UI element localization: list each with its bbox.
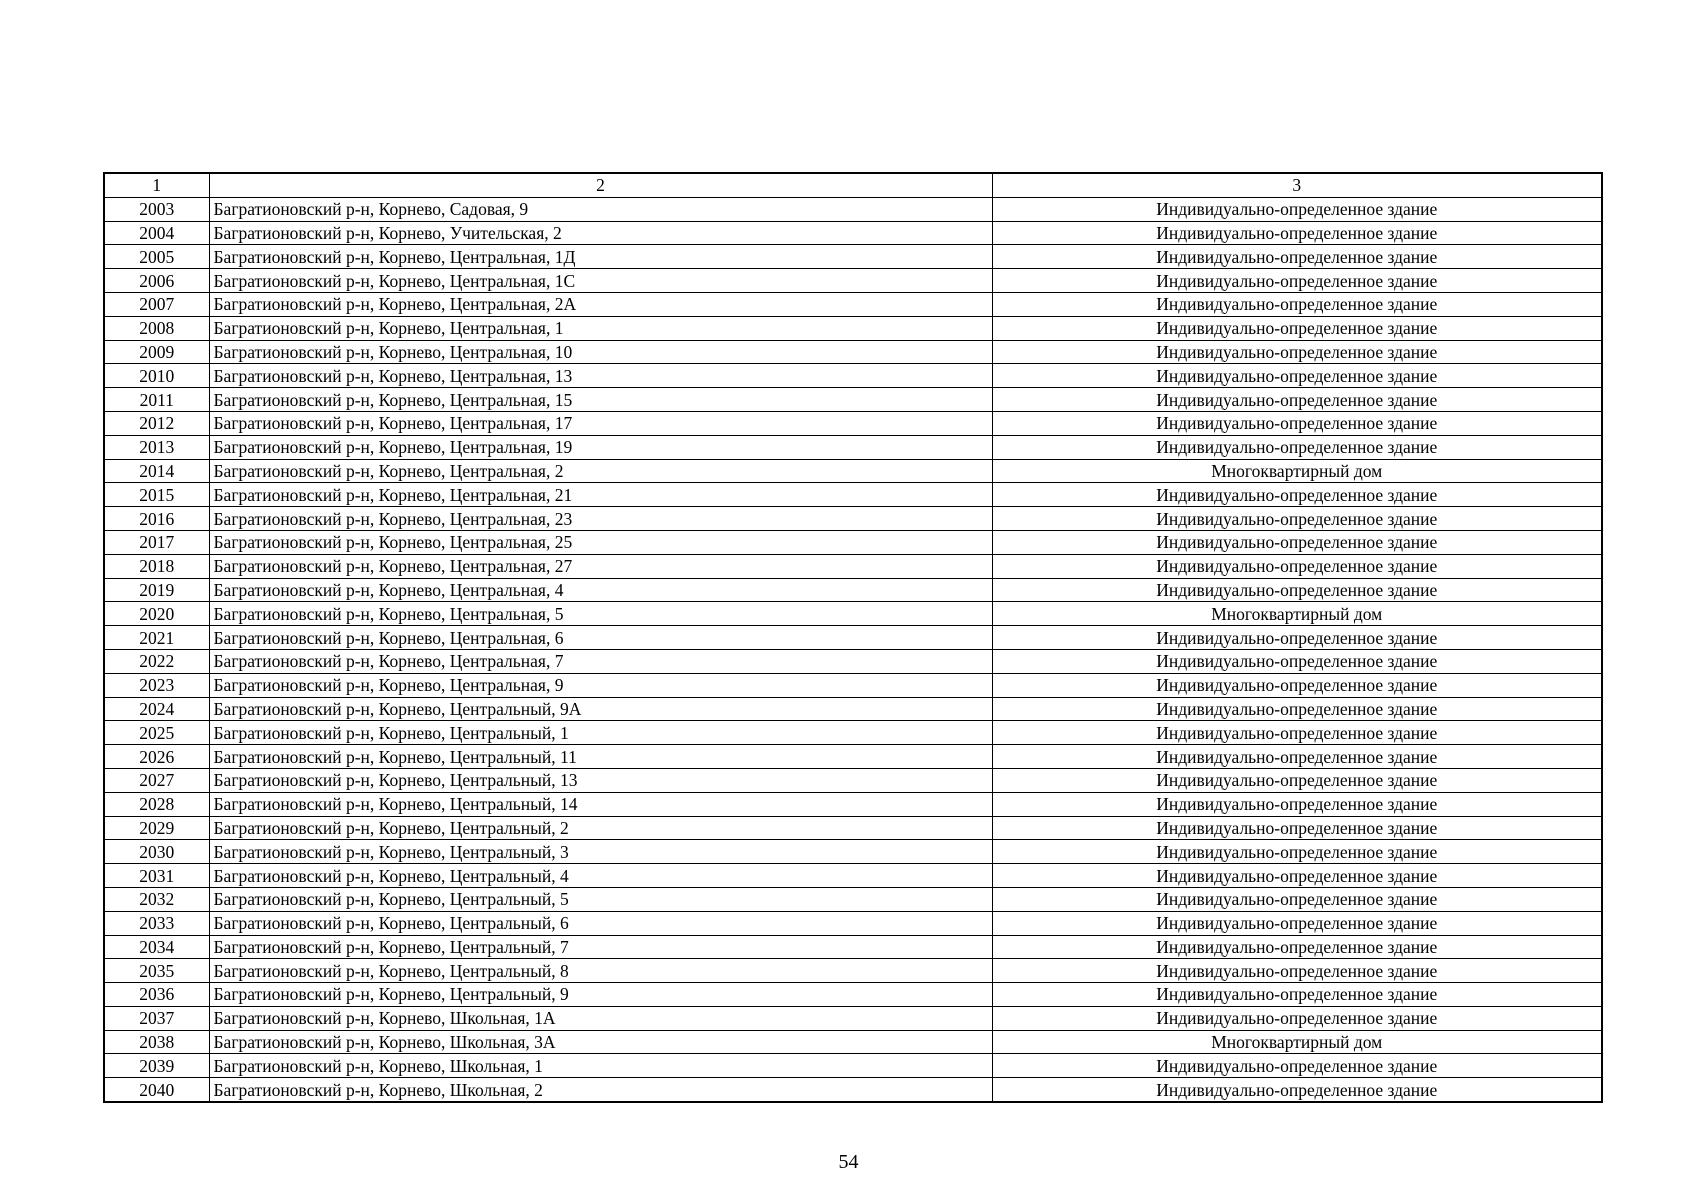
row-number: 2038 <box>104 1030 209 1054</box>
row-address: Багратионовский р-н, Корнево, Центральная, 19 <box>209 435 992 459</box>
row-number: 2036 <box>104 983 209 1007</box>
row-building-type: Индивидуально-определенное здание <box>992 745 1602 769</box>
row-number: 2031 <box>104 864 209 888</box>
row-building-type: Индивидуально-определенное здание <box>992 768 1602 792</box>
row-building-type: Многоквартирный дом <box>992 1030 1602 1054</box>
row-building-type: Индивидуально-определенное здание <box>992 269 1602 293</box>
table-row <box>104 459 1602 483</box>
table-row <box>104 340 1602 364</box>
row-number: 2007 <box>104 292 209 316</box>
row-building-type: Индивидуально-определенное здание <box>992 959 1602 983</box>
row-building-type: Индивидуально-определенное здание <box>992 197 1602 221</box>
row-building-type: Многоквартирный дом <box>992 459 1602 483</box>
row-building-type: Индивидуально-определенное здание <box>992 388 1602 412</box>
row-building-type: Индивидуально-определенное здание <box>992 626 1602 650</box>
row-address: Багратионовский р-н, Корнево, Центральная, 4 <box>209 578 992 602</box>
row-address: Багратионовский р-н, Корнево, Центральная, 25 <box>209 530 992 554</box>
row-number: 2018 <box>104 554 209 578</box>
row-number: 2010 <box>104 364 209 388</box>
row-address: Багратионовский р-н, Корнево, Центральный, 7 <box>209 935 992 959</box>
row-address: Багратионовский р-н, Корнево, Центральный, 9А <box>209 697 992 721</box>
row-number: 2037 <box>104 1006 209 1030</box>
row-number: 2032 <box>104 887 209 911</box>
row-number: 2013 <box>104 435 209 459</box>
row-building-type: Индивидуально-определенное здание <box>992 721 1602 745</box>
table-row <box>104 388 1602 412</box>
row-building-type: Многоквартирный дом <box>992 602 1602 626</box>
table-row <box>104 864 1602 888</box>
row-number: 2008 <box>104 316 209 340</box>
table-header-row <box>104 173 1602 197</box>
row-building-type: Индивидуально-определенное здание <box>992 530 1602 554</box>
table-row <box>104 840 1602 864</box>
row-address: Багратионовский р-н, Корнево, Центральный, 4 <box>209 864 992 888</box>
table-row <box>104 1006 1602 1030</box>
row-address: Багратионовский р-н, Корнево, Центральная, 15 <box>209 388 992 412</box>
table-row <box>104 887 1602 911</box>
table-row <box>104 1054 1602 1078</box>
row-building-type: Индивидуально-определенное здание <box>992 697 1602 721</box>
row-address: Багратионовский р-н, Корнево, Центральная, 27 <box>209 554 992 578</box>
table-row <box>104 1078 1602 1102</box>
row-building-type: Индивидуально-определенное здание <box>992 364 1602 388</box>
table-row <box>104 364 1602 388</box>
row-address: Багратионовский р-н, Корнево, Центральная, 5 <box>209 602 992 626</box>
row-number: 2014 <box>104 459 209 483</box>
page-number: 54 <box>838 1151 859 1173</box>
row-address: Багратионовский р-н, Корнево, Центральный, 13 <box>209 768 992 792</box>
row-address: Багратионовский р-н, Корнево, Центральная, 9 <box>209 673 992 697</box>
row-number: 2035 <box>104 959 209 983</box>
row-address: Багратионовский р-н, Корнево, Центральная, 1Д <box>209 245 992 269</box>
table-row <box>104 530 1602 554</box>
row-number: 2039 <box>104 1054 209 1078</box>
table-row <box>104 221 1602 245</box>
row-address: Багратионовский р-н, Корнево, Центральный, 14 <box>209 792 992 816</box>
row-address: Багратионовский р-н, Корнево, Центральная, 1 <box>209 316 992 340</box>
row-building-type: Индивидуально-определенное здание <box>992 1054 1602 1078</box>
row-address: Багратионовский р-н, Корнево, Центральная, 23 <box>209 507 992 531</box>
row-building-type: Индивидуально-определенное здание <box>992 292 1602 316</box>
row-building-type: Индивидуально-определенное здание <box>992 935 1602 959</box>
row-address: Багратионовский р-н, Корнево, Центральная, 7 <box>209 649 992 673</box>
row-address: Багратионовский р-н, Корнево, Учительская, 2 <box>209 221 992 245</box>
table-row <box>104 316 1602 340</box>
row-address: Багратионовский р-н, Корнево, Центральная, 1С <box>209 269 992 293</box>
row-building-type: Индивидуально-определенное здание <box>992 316 1602 340</box>
row-number: 2009 <box>104 340 209 364</box>
row-number: 2011 <box>104 388 209 412</box>
row-number: 2022 <box>104 649 209 673</box>
row-address: Багратионовский р-н, Корнево, Центральный, 8 <box>209 959 992 983</box>
row-number: 2003 <box>104 197 209 221</box>
row-number: 2025 <box>104 721 209 745</box>
row-building-type: Индивидуально-определенное здание <box>992 792 1602 816</box>
row-building-type: Индивидуально-определенное здание <box>992 816 1602 840</box>
row-address: Багратионовский р-н, Корнево, Центральная, 6 <box>209 626 992 650</box>
row-number: 2012 <box>104 411 209 435</box>
row-address: Багратионовский р-н, Корнево, Центральная, 2 <box>209 459 992 483</box>
row-address: Багратионовский р-н, Корнево, Центральная, 10 <box>209 340 992 364</box>
row-building-type: Индивидуально-определенное здание <box>992 411 1602 435</box>
table-row <box>104 411 1602 435</box>
row-building-type: Индивидуально-определенное здание <box>992 911 1602 935</box>
table-row <box>104 649 1602 673</box>
header-col-1: 1 <box>104 173 209 197</box>
table-row <box>104 245 1602 269</box>
row-building-type: Индивидуально-определенное здание <box>992 221 1602 245</box>
table-row <box>104 626 1602 650</box>
row-building-type: Индивидуально-определенное здание <box>992 578 1602 602</box>
table-body <box>104 173 1602 1102</box>
table-row <box>104 673 1602 697</box>
row-building-type: Индивидуально-определенное здание <box>992 840 1602 864</box>
row-number: 2017 <box>104 530 209 554</box>
row-building-type: Индивидуально-определенное здание <box>992 887 1602 911</box>
row-number: 2016 <box>104 507 209 531</box>
row-building-type: Индивидуально-определенное здание <box>992 483 1602 507</box>
row-building-type: Индивидуально-определенное здание <box>992 340 1602 364</box>
table-row <box>104 292 1602 316</box>
row-number: 2023 <box>104 673 209 697</box>
row-address: Багратионовский р-н, Корнево, Садовая, 9 <box>209 197 992 221</box>
row-address: Багратионовский р-н, Корнево, Центральная, 17 <box>209 411 992 435</box>
table-row <box>104 745 1602 769</box>
row-number: 2020 <box>104 602 209 626</box>
row-address: Багратионовский р-н, Корнево, Школьная, 3А <box>209 1030 992 1054</box>
row-address: Багратионовский р-н, Корнево, Центральный, 3 <box>209 840 992 864</box>
table-row <box>104 578 1602 602</box>
row-building-type: Индивидуально-определенное здание <box>992 554 1602 578</box>
row-address: Багратионовский р-н, Корнево, Центральная, 13 <box>209 364 992 388</box>
table-row <box>104 602 1602 626</box>
row-number: 2028 <box>104 792 209 816</box>
row-building-type: Индивидуально-определенное здание <box>992 1078 1602 1102</box>
row-address: Багратионовский р-н, Корнево, Центральная, 21 <box>209 483 992 507</box>
table-row <box>104 983 1602 1007</box>
row-building-type: Индивидуально-определенное здание <box>992 1006 1602 1030</box>
row-number: 2005 <box>104 245 209 269</box>
row-number: 2006 <box>104 269 209 293</box>
table-row <box>104 911 1602 935</box>
row-number: 2040 <box>104 1078 209 1102</box>
table-row <box>104 721 1602 745</box>
header-col-3: 3 <box>992 173 1602 197</box>
table-row <box>104 697 1602 721</box>
table-row <box>104 816 1602 840</box>
row-address: Багратионовский р-н, Корнево, Центральный, 1 <box>209 721 992 745</box>
row-number: 2026 <box>104 745 209 769</box>
table-row <box>104 554 1602 578</box>
row-building-type: Индивидуально-определенное здание <box>992 245 1602 269</box>
row-address: Багратионовский р-н, Корнево, Центральный, 11 <box>209 745 992 769</box>
table-row <box>104 959 1602 983</box>
table-row <box>104 269 1602 293</box>
row-address: Багратионовский р-н, Корнево, Школьная, 1А <box>209 1006 992 1030</box>
header-col-2: 2 <box>209 173 992 197</box>
table-row <box>104 483 1602 507</box>
table-row <box>104 197 1602 221</box>
row-number: 2019 <box>104 578 209 602</box>
row-number: 2021 <box>104 626 209 650</box>
row-building-type: Индивидуально-определенное здание <box>992 435 1602 459</box>
row-building-type: Индивидуально-определенное здание <box>992 983 1602 1007</box>
table-row <box>104 935 1602 959</box>
row-address: Багратионовский р-н, Корнево, Школьная, 2 <box>209 1078 992 1102</box>
row-address: Багратионовский р-н, Корнево, Центральная, 2А <box>209 292 992 316</box>
row-address: Багратионовский р-н, Корнево, Центральный, 2 <box>209 816 992 840</box>
row-number: 2024 <box>104 697 209 721</box>
table-row <box>104 435 1602 459</box>
row-number: 2034 <box>104 935 209 959</box>
row-address: Багратионовский р-н, Корнево, Школьная, 1 <box>209 1054 992 1078</box>
row-building-type: Индивидуально-определенное здание <box>992 649 1602 673</box>
row-address: Багратионовский р-н, Корнево, Центральный, 6 <box>209 911 992 935</box>
row-building-type: Индивидуально-определенное здание <box>992 864 1602 888</box>
row-number: 2027 <box>104 768 209 792</box>
table-row <box>104 507 1602 531</box>
row-address: Багратионовский р-н, Корнево, Центральный, 9 <box>209 983 992 1007</box>
row-building-type: Индивидуально-определенное здание <box>992 673 1602 697</box>
row-number: 2029 <box>104 816 209 840</box>
row-number: 2030 <box>104 840 209 864</box>
row-number: 2004 <box>104 221 209 245</box>
table-row <box>104 768 1602 792</box>
row-address: Багратионовский р-н, Корнево, Центральный, 5 <box>209 887 992 911</box>
table-row <box>104 1030 1602 1054</box>
table-row <box>104 792 1602 816</box>
property-table <box>103 172 1603 1103</box>
row-number: 2033 <box>104 911 209 935</box>
row-number: 2015 <box>104 483 209 507</box>
row-building-type: Индивидуально-определенное здание <box>992 507 1602 531</box>
